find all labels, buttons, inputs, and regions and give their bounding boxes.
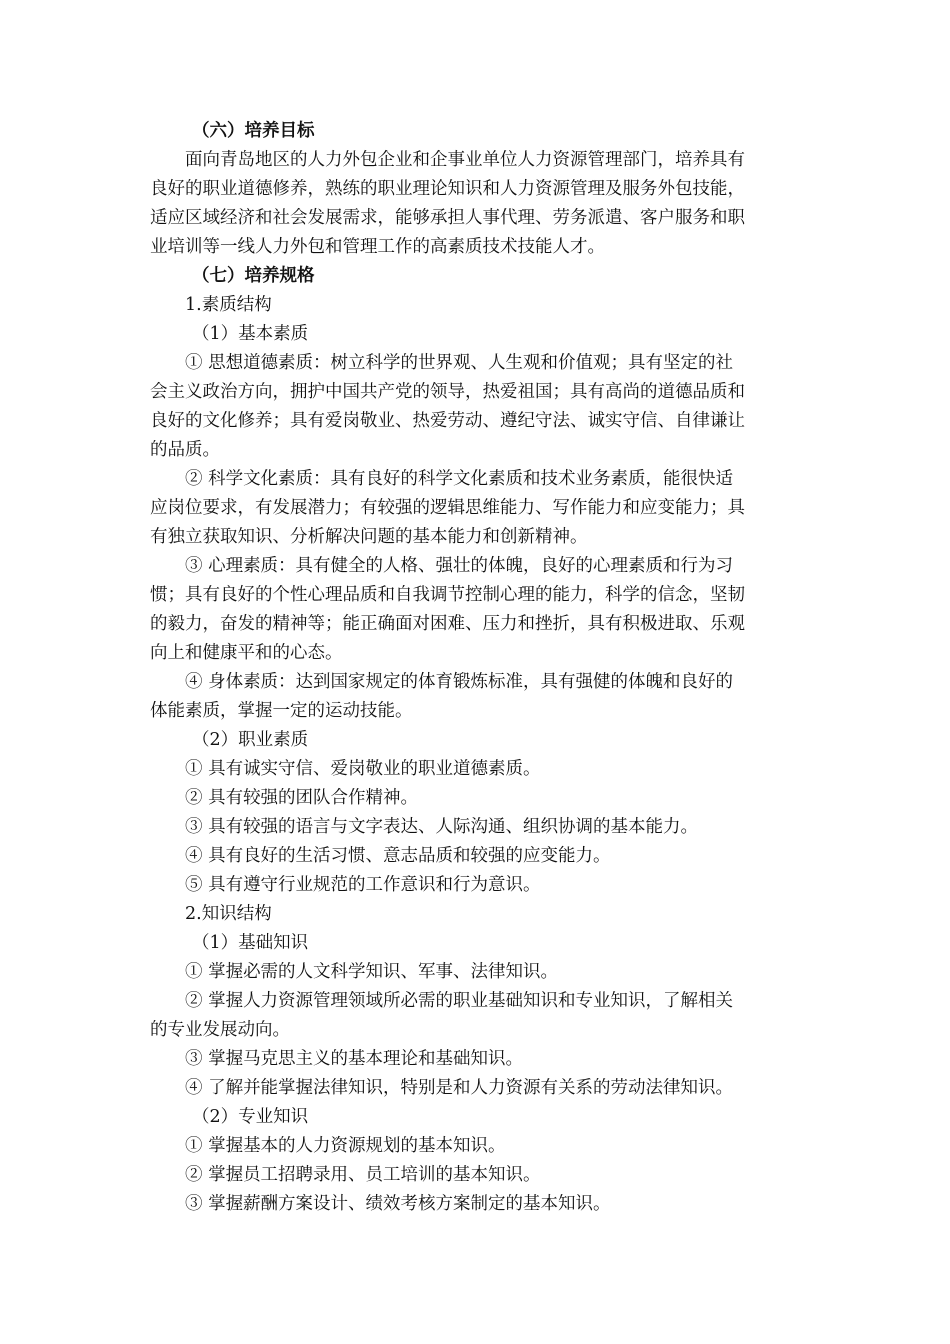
list-item: ⑤ 具有遵守行业规范的工作意识和行为意识。 xyxy=(185,875,541,895)
list-item: ③ 具有较强的语言与文字表达、人际沟通、组织协调的基本能力。 xyxy=(185,817,699,837)
subsection-heading: 2.知识结构 xyxy=(185,904,272,924)
paragraph-line: 体能素质，掌握一定的运动技能。 xyxy=(150,701,413,721)
paragraph-line: 有独立获取知识、分析解决问题的基本能力和创新精神。 xyxy=(150,527,588,547)
paragraph-line: 适应区域经济和社会发展需求，能够承担人事代理、劳务派遣、客户服务和职 xyxy=(150,208,745,228)
list-item: ① 掌握必需的人文科学知识、军事、法律知识。 xyxy=(185,962,559,982)
subsection-heading: （1）基础知识 xyxy=(192,933,309,953)
paragraph-line: ④ 身体素质：达到国家规定的体育锻炼标准，具有强健的体魄和良好的 xyxy=(185,672,734,692)
section-heading-goals: （六）培养目标 xyxy=(192,121,315,141)
paragraph-line: 的专业发展动向。 xyxy=(150,1020,290,1040)
list-item: ④ 具有良好的生活习惯、意志品质和较强的应变能力。 xyxy=(185,846,611,866)
list-item: ④ 了解并能掌握法律知识，特别是和人力资源有关系的劳动法律知识。 xyxy=(185,1078,734,1098)
subsection-heading: 1.素质结构 xyxy=(185,295,272,315)
paragraph-line: 良好的职业道德修养，熟练的职业理论知识和人力资源管理及服务外包技能， xyxy=(150,179,745,199)
subsection-heading: （2）专业知识 xyxy=(192,1107,309,1127)
list-item: ② 掌握人力资源管理领域所必需的职业基础知识和专业知识，了解相关 xyxy=(185,991,734,1011)
list-item: ③ 掌握薪酬方案设计、绩效考核方案制定的基本知识。 xyxy=(185,1194,611,1214)
list-item: ② 掌握员工招聘录用、员工培训的基本知识。 xyxy=(185,1165,541,1185)
paragraph-line: 的毅力，奋发的精神等；能正确面对困难、压力和挫折，具有积极进取、乐观 xyxy=(150,614,745,634)
paragraph-line: 会主义政治方向，拥护中国共产党的领导，热爱祖国；具有高尚的道德品质和 xyxy=(150,382,745,402)
paragraph-line: 向上和健康平和的心态。 xyxy=(150,643,343,663)
list-item: ③ 掌握马克思主义的基本理论和基础知识。 xyxy=(185,1049,524,1069)
paragraph-line: 惯；具有良好的个性心理品质和自我调节控制心理的能力，科学的信念，坚韧 xyxy=(150,585,745,605)
list-item: ② 具有较强的团队合作精神。 xyxy=(185,788,419,808)
paragraph-line: 业培训等一线人力外包和管理工作的高素质技术技能人才。 xyxy=(150,237,605,257)
paragraph-line: ③ 心理素质：具有健全的人格、强壮的体魄，良好的心理素质和行为习 xyxy=(185,556,734,576)
paragraph-line: 应岗位要求，有发展潜力；有较强的逻辑思维能力、写作能力和应变能力；具 xyxy=(150,498,745,518)
paragraph-line: 良好的文化修养；具有爱岗敬业、热爱劳动、遵纪守法、诚实守信、自律谦让 xyxy=(150,411,745,431)
list-item: ① 掌握基本的人力资源规划的基本知识。 xyxy=(185,1136,506,1156)
subsection-heading: （2）职业素质 xyxy=(192,730,309,750)
section-heading-specs: （七）培养规格 xyxy=(192,266,315,286)
paragraph-line: ① 思想道德素质：树立科学的世界观、人生观和价值观；具有坚定的社 xyxy=(185,353,734,373)
document-page xyxy=(150,117,800,1219)
paragraph-line: 的品质。 xyxy=(150,440,220,460)
paragraph-line: ② 科学文化素质：具有良好的科学文化素质和技术业务素质，能很快适 xyxy=(185,469,734,489)
subsection-heading: （1）基本素质 xyxy=(192,324,309,344)
paragraph-line: 面向青岛地区的人力外包企业和企事业单位人力资源管理部门，培养具有 xyxy=(185,150,745,170)
list-item: ① 具有诚实守信、爱岗敬业的职业道德素质。 xyxy=(185,759,541,779)
